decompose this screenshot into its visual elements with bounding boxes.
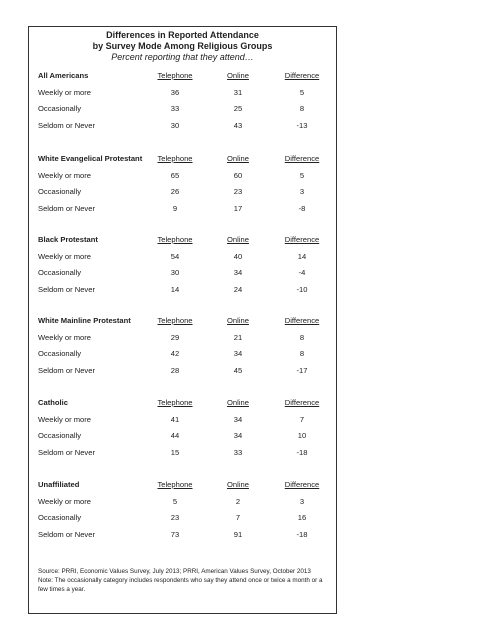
online-value: 91: [233, 530, 243, 539]
column-header-telephone: Telephone: [157, 480, 193, 489]
row-label: Weekly or more: [38, 333, 92, 342]
online-value: 40: [233, 252, 243, 261]
telephone-value: 26: [170, 187, 180, 196]
online-value: 45: [233, 366, 243, 375]
row-label: Weekly or more: [38, 252, 92, 261]
telephone-value: 5: [172, 497, 178, 506]
column-header-telephone: Telephone: [157, 154, 193, 163]
difference-value: 10: [297, 431, 307, 440]
table-row: [38, 268, 328, 280]
difference-value: 14: [297, 252, 307, 261]
difference-value: 16: [297, 513, 307, 522]
table-row: [38, 252, 328, 264]
online-value: 33: [233, 448, 243, 457]
group-header: [38, 154, 328, 166]
difference-value: 5: [299, 88, 305, 97]
row-label: Seldom or Never: [38, 285, 95, 294]
row-label: Occasionally: [38, 104, 82, 113]
note-line: Note: The occasionally category includes respondents who say they attend once or twice a month or a few times a year.: [38, 577, 323, 593]
telephone-value: 42: [170, 349, 180, 358]
difference-value: -18: [296, 448, 308, 457]
column-header-online: Online: [227, 71, 249, 80]
online-value: 2: [235, 497, 241, 506]
column-header-difference: Difference: [284, 154, 320, 163]
group-section: [38, 316, 328, 380]
table-row: [38, 415, 328, 427]
online-value: 34: [233, 415, 243, 424]
table-row: [38, 349, 328, 361]
online-value: 24: [233, 285, 243, 294]
difference-value: -10: [296, 285, 308, 294]
group-name: Unaffiliated: [38, 480, 80, 489]
table-row: [38, 171, 328, 183]
column-header-telephone: Telephone: [157, 398, 193, 407]
difference-value: 5: [299, 171, 305, 180]
row-label: Weekly or more: [38, 497, 92, 506]
telephone-value: 65: [170, 171, 180, 180]
table-row: [38, 530, 328, 542]
row-label: Occasionally: [38, 187, 82, 196]
table-title: Differences in Reported Attendance: [106, 30, 259, 40]
source-line: Source: PRRI, Economic Values Survey, July 2013; PRRI, American Values Survey, October 2013: [38, 568, 311, 575]
group-section: [38, 235, 328, 299]
column-header-online: Online: [227, 398, 249, 407]
column-header-difference: Difference: [284, 316, 320, 325]
row-label: Seldom or Never: [38, 204, 95, 213]
column-header-online: Online: [227, 316, 249, 325]
difference-value: 8: [299, 349, 305, 358]
group-name: White Mainline Protestant: [38, 316, 131, 325]
telephone-value: 28: [170, 366, 180, 375]
table-subtitle: Percent reporting that they attend…: [111, 52, 254, 62]
difference-value: -18: [296, 530, 308, 539]
online-value: 17: [233, 204, 243, 213]
telephone-value: 30: [170, 268, 180, 277]
group-name: Catholic: [38, 398, 68, 407]
online-value: 34: [233, 268, 243, 277]
online-value: 34: [233, 431, 243, 440]
table-row: [38, 513, 328, 525]
group-header: [38, 235, 328, 247]
row-label: Occasionally: [38, 268, 82, 277]
online-value: 23: [233, 187, 243, 196]
group-header: [38, 398, 328, 410]
online-value: 7: [235, 513, 241, 522]
difference-value: -8: [298, 204, 306, 213]
telephone-value: 15: [170, 448, 180, 457]
online-value: 25: [233, 104, 243, 113]
group-name: Black Protestant: [38, 235, 98, 244]
row-label: Weekly or more: [38, 88, 92, 97]
telephone-value: 29: [170, 333, 180, 342]
row-label: Occasionally: [38, 431, 82, 440]
online-value: 21: [233, 333, 243, 342]
column-header-difference: Difference: [284, 398, 320, 407]
difference-value: -17: [296, 366, 308, 375]
telephone-value: 73: [170, 530, 180, 539]
table-row: [38, 121, 328, 133]
group-header: [38, 71, 328, 83]
table-row: [38, 104, 328, 116]
table-row: [38, 88, 328, 100]
group-section: [38, 71, 328, 135]
source-note: [38, 567, 332, 594]
telephone-value: 36: [170, 88, 180, 97]
column-header-online: Online: [227, 154, 249, 163]
online-value: 43: [233, 121, 243, 130]
difference-value: 8: [299, 104, 305, 113]
difference-value: -4: [298, 268, 306, 277]
telephone-value: 9: [172, 204, 178, 213]
row-label: Seldom or Never: [38, 530, 95, 539]
table-row: [38, 497, 328, 509]
row-label: Seldom or Never: [38, 121, 95, 130]
table-row: [38, 448, 328, 460]
row-label: Occasionally: [38, 513, 82, 522]
column-header-telephone: Telephone: [157, 235, 193, 244]
online-value: 34: [233, 349, 243, 358]
group-name: All Americans: [38, 71, 89, 80]
column-header-telephone: Telephone: [157, 71, 193, 80]
telephone-value: 41: [170, 415, 180, 424]
online-value: 31: [233, 88, 243, 97]
table-row: [38, 366, 328, 378]
group-section: [38, 154, 328, 218]
telephone-value: 54: [170, 252, 180, 261]
group-section: [38, 480, 328, 544]
table-row: [38, 187, 328, 199]
group-name: White Evangelical Protestant: [38, 154, 143, 163]
row-label: Seldom or Never: [38, 448, 95, 457]
telephone-value: 23: [170, 513, 180, 522]
row-label: Occasionally: [38, 349, 82, 358]
table-row: [38, 431, 328, 443]
row-label: Weekly or more: [38, 171, 92, 180]
online-value: 60: [233, 171, 243, 180]
column-header-online: Online: [227, 480, 249, 489]
row-label: Weekly or more: [38, 415, 92, 424]
telephone-value: 44: [170, 431, 180, 440]
difference-value: 7: [299, 415, 305, 424]
row-label: Seldom or Never: [38, 366, 95, 375]
telephone-value: 30: [170, 121, 180, 130]
telephone-value: 33: [170, 104, 180, 113]
difference-value: 3: [299, 497, 305, 506]
column-header-difference: Difference: [284, 235, 320, 244]
group-section: [38, 398, 328, 462]
table-row: [38, 285, 328, 297]
column-header-difference: Difference: [284, 71, 320, 80]
table-row: [38, 204, 328, 216]
telephone-value: 14: [170, 285, 180, 294]
column-header-difference: Difference: [284, 480, 320, 489]
table-row: [38, 333, 328, 345]
difference-value: 3: [299, 187, 305, 196]
difference-value: -13: [296, 121, 308, 130]
column-header-telephone: Telephone: [157, 316, 193, 325]
group-header: [38, 316, 328, 328]
table-title-line2: by Survey Mode Among Religious Groups: [92, 41, 273, 51]
difference-value: 8: [299, 333, 305, 342]
column-header-online: Online: [227, 235, 249, 244]
group-header: [38, 480, 328, 492]
